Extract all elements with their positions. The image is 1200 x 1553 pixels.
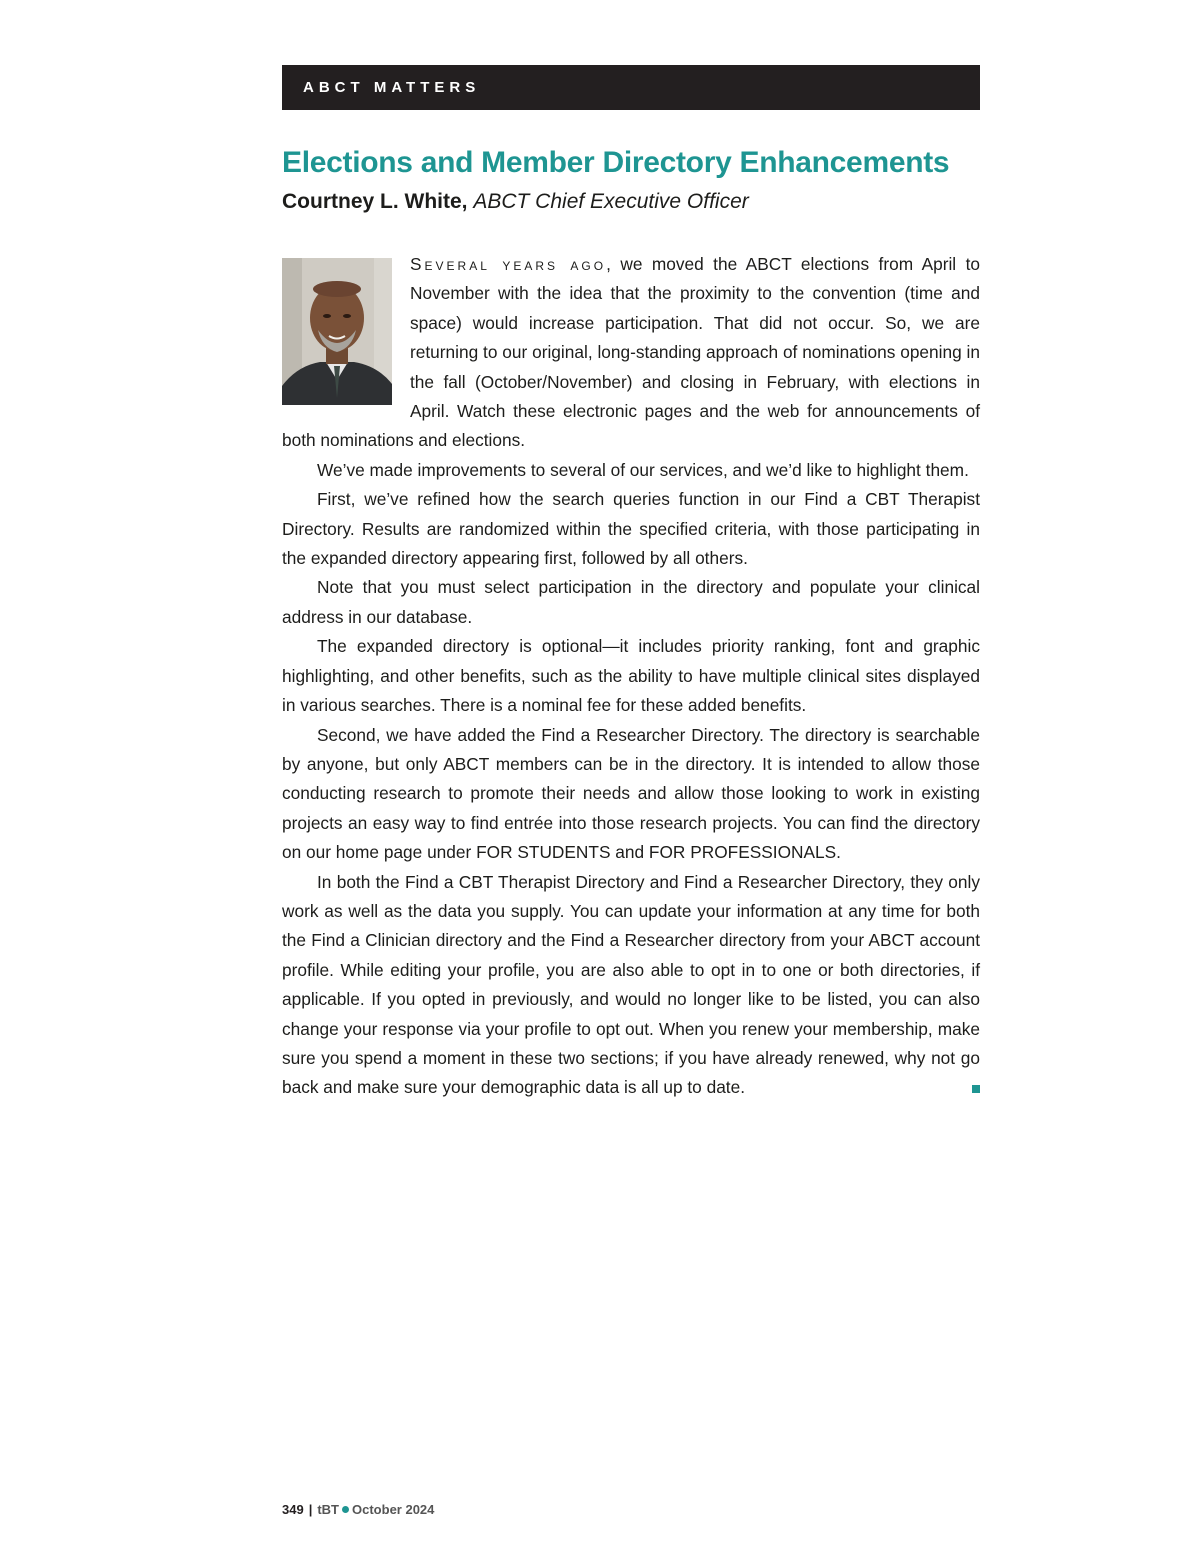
article-title: Elections and Member Directory Enhancements <box>282 146 950 179</box>
issue-date: October 2024 <box>352 1502 435 1517</box>
paragraph-2: We’ve made improvements to several of our services, and we’d like to highlight them. <box>317 459 969 480</box>
paragraph-7 <box>282 868 980 1103</box>
paragraph-6: Second, we have added the Find a Researcher Directory. The directory is searchable by anyone, but only ABCT members can be in the directory. It is intended to allow those conducting research to promote their needs and allow those looking to work in existing projects an easy way to find entrée into those research projects. You can find the directory on our home page under FOR STUDENTS and FOR PROFESSIONALS. <box>282 724 980 863</box>
journal-name: tBT <box>317 1502 340 1517</box>
author-photo <box>282 258 392 405</box>
page-number: 349 <box>282 1502 304 1517</box>
paragraph-4: Note that you must select participation in the directory and populate your clinical address in our database. <box>282 577 980 627</box>
paragraph-5: The expanded directory is optional—it includes priority ranking, font and graphic highlighting, and other benefits, such as the ability to have multiple clinical sites displayed in various searches. There is a nominal fee for these added benefits. <box>282 636 980 716</box>
byline <box>282 190 749 214</box>
bullet-dot-icon <box>342 1506 349 1513</box>
author-portrait-image <box>282 258 392 405</box>
footer-separator: | <box>308 1502 313 1517</box>
end-of-article-icon <box>972 1085 980 1093</box>
article-body <box>282 250 980 1103</box>
author-name: Courtney L. White, <box>282 190 468 213</box>
paragraph-1-text: , we moved the ABCT elections from April to November with the idea that the proximity to the convention (time and space) would increase participation. That did not occur. So, we are returning to our original, long-standing approach of nominations opening in the fall (October/November) and closing in February, with elections in April. Watch these electronic pages and the web for announcements of both nominations and elections. <box>282 254 980 451</box>
paragraph-7-text: In both the Find a CBT Therapist Directory and Find a Researcher Directory, they only work as well as the data you supply. You can update your information at any time for both the Find a Clinician directory and the Find a Researcher directory from your ABCT account profile. While editing your profile, you are also able to opt in to one or both directories, if applicable. If you opted in previously, and would no longer like to be listed, you can also change your response via your profile to opt out. When you renew your membership, make sure you spend a moment in these two sections; if you have already renewed, why not go back and make sure your demographic data is all up to date. <box>282 871 980 1098</box>
section-header: ABCT MATTERS <box>282 65 980 110</box>
page-footer <box>282 1502 434 1517</box>
author-role: ABCT Chief Executive Officer <box>473 190 749 213</box>
paragraph-3: First, we’ve refined how the search queries function in our Find a CBT Therapist Directory. Results are randomized within the specified criteria, with those participating in the expanded directory appearing first, followed by all others. <box>282 489 980 569</box>
lead-in: Several years ago <box>410 254 607 274</box>
